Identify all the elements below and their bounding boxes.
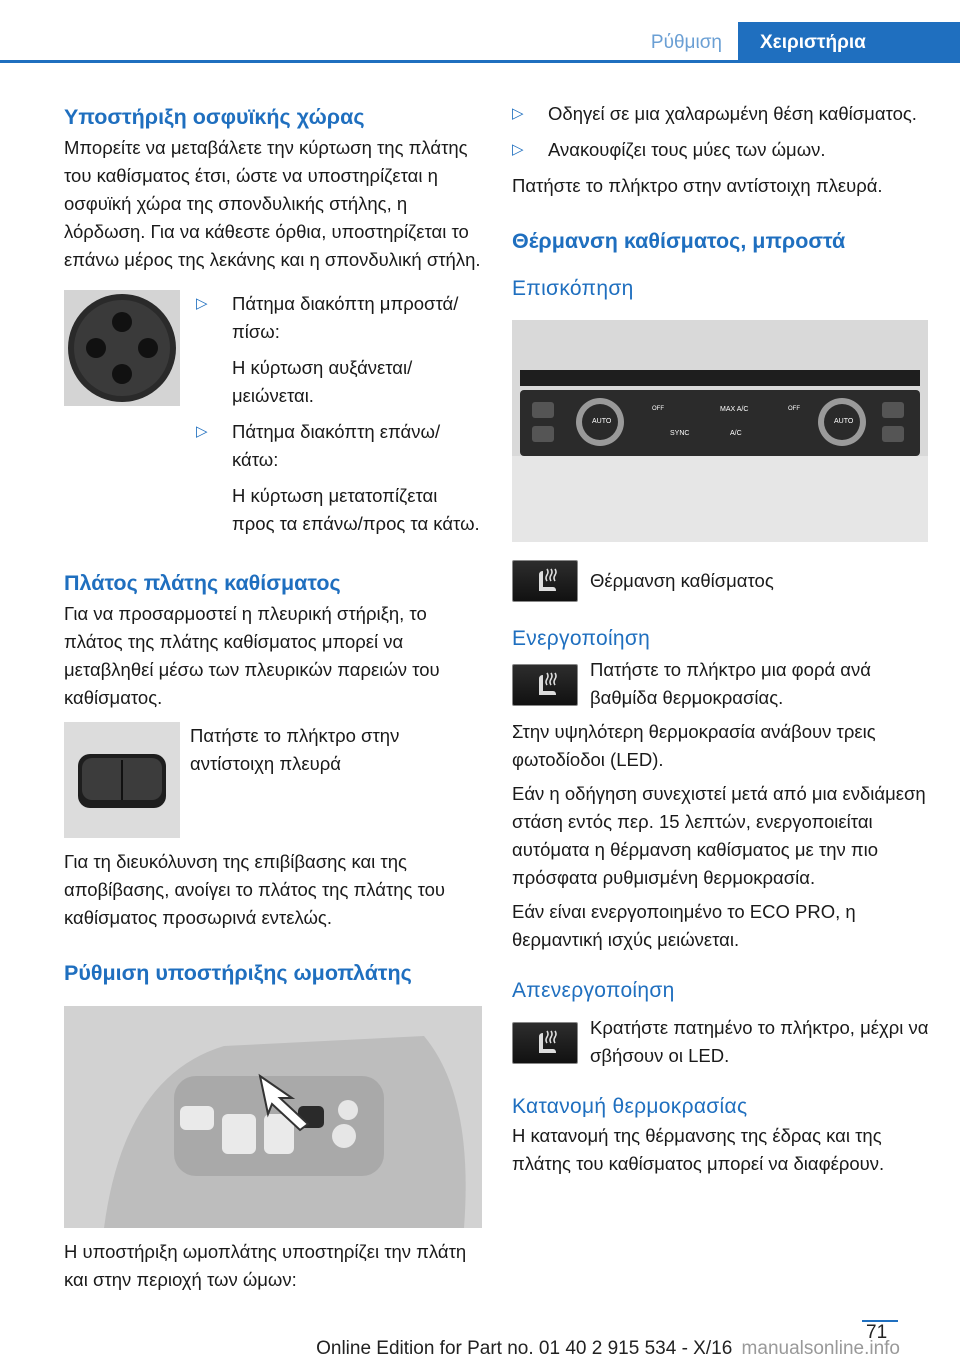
footer-edition-text: Online Edition for Part no. 01 40 2 915 534 - X/16 [316, 1338, 733, 1359]
header-tab-setup: Ρύθμιση [650, 32, 722, 53]
deactivation-row [512, 1014, 930, 1070]
seat-heating-button-icon [512, 664, 578, 706]
bullet-triangle-icon: ▷ [196, 423, 208, 440]
highest-temp-text: Στην υψηλότερη θερμοκρασία ανάβουν τρεις φωτοδίοδοι (LED). [512, 721, 876, 770]
bullet-up-down-result: Η κύρτωση μετατοπίζεται προς τα επάνω/προς τα κάτω. [232, 485, 480, 534]
seat-heating-heading: Θέρμανση καθίσματος, μπροστά [512, 229, 846, 253]
lumbar-switch-image [64, 290, 180, 406]
panel-label-off-2: OFF [788, 406, 800, 412]
climate-panel-image [512, 320, 928, 542]
right-column [512, 100, 930, 1178]
lumbar-heading: Υποστήριξη οσφυϊκής χώρας [64, 105, 365, 129]
bullet-forward-back-result: Η κύρτωση αυξάνεται/μειώνεται. [232, 357, 413, 406]
seat-controls-image [64, 1006, 482, 1228]
list-item [196, 290, 482, 410]
header-rule [0, 60, 960, 63]
list-item [512, 136, 930, 164]
lumbar-bullets [196, 290, 482, 538]
footer-edition [300, 1338, 900, 1360]
panel-label-sync: SYNC [670, 430, 690, 437]
list-item [196, 418, 482, 538]
list-item [512, 100, 930, 128]
bullet-triangle-icon: ▷ [196, 295, 208, 312]
eco-pro-text: Εάν είναι ενεργοποιημένο το ECO PRO, η θερμαντική ισχύς μειώνεται. [512, 901, 856, 950]
left-column [64, 100, 482, 1294]
distribution-heading: Κατανομή θερμοκρασίας [512, 1095, 748, 1118]
width-image-caption: Πατήστε το πλήκτρο στην αντίστοιχη πλευρά [190, 725, 400, 774]
seat-heating-button-icon [512, 560, 578, 602]
seat-heating-button-icon [512, 1022, 578, 1064]
header-tab-controls: Χειριστήρια [738, 22, 960, 63]
panel-label-max-ac: MAX A/C [720, 406, 749, 413]
activation-row [512, 656, 930, 712]
shoulder-bullet-relief: Ανακουφίζει τους μύες των ώμων. [548, 139, 826, 160]
panel-label-ac: A/C [730, 430, 742, 437]
distribution-text: Η κατανομή της θέρμανσης της έδρας και της πλάτης του καθίσματος μπορεί να διαφέρουν. [512, 1125, 885, 1174]
seat-heating-label: Θέρμανση καθίσματος [590, 570, 774, 591]
bullet-forward-back: Πάτημα διακόπτη μπροστά/ πίσω: [232, 293, 459, 342]
shoulder-caption: Η υποστήριξη ωμοπλάτης υποστηρίζει την πλάτη και στην περιοχή των ώμων: [64, 1241, 467, 1290]
panel-label-off-1: OFF [652, 406, 664, 412]
press-side-text: Πατήστε το πλήκτρο στην αντίστοιχη πλευρά. [512, 175, 883, 196]
continue-drive-text: Εάν η οδήγηση συνεχιστεί μετά από μια ενδιάμεση στάση εντός περ. 15 λεπτών, ενεργοποιείται αυτόματα η θέρμανση καθίσματος με την πιο πρόσφατα ρυθμισμένη θερμοκρασία. [512, 783, 926, 888]
seat-heat-legend [512, 560, 930, 602]
width-intro: Για να προσαρμοστεί η πλευρική στήριξη, το πλάτος της πλάτης καθίσματος μπορεί να μεταβληθεί μέσω των πλευρικών παρειών του καθίσματος. [64, 603, 440, 708]
lumbar-intro: Μπορείτε να μεταβάλετε την κύρτωση της πλάτης του καθίσματος έτσι, ώστε να υποστηρίζεται η οσφυϊκή χώρα της σπονδυλικής στήλης, η λόρδωση. Για να κάθεστε όρθια, υποστηρίζεται το επάνω μέρος της λεκάνης και η σπονδυλική στήλη. [64, 137, 481, 270]
shoulder-heading: Ρύθμιση υποστήριξης ωμοπλάτης [64, 961, 412, 985]
deactivation-text: Κρατήστε πατημένο το πλήκτρο, μέχρι να σβήσουν οι LED. [590, 1017, 929, 1066]
shoulder-bullet-relaxed: Οδηγεί σε μια χαλαρωμένη θέση καθίσματος. [548, 103, 917, 124]
deactivation-heading: Απενεργοποίηση [512, 979, 675, 1002]
bullet-up-down: Πάτημα διακόπτη επάνω/ κάτω: [232, 421, 441, 470]
panel-label-auto-left: AUTO [592, 418, 612, 425]
activation-text: Πατήστε το πλήκτρο μια φορά ανά βαθμίδα θερμοκρασίας. [590, 659, 871, 708]
width-note: Για τη διευκόλυνση της επιβίβασης και της αποβίβασης, ανοίγει το πλάτος της πλάτης του καθίσματος προσωρινά εντελώς. [64, 851, 446, 928]
width-heading: Πλάτος πλάτης καθίσματος [64, 571, 341, 595]
page-number: 71 [866, 1322, 888, 1343]
activation-heading: Ενεργοποίηση [512, 627, 651, 650]
footer-watermark[interactable]: manualsonline.info [741, 1338, 900, 1359]
width-caption-wrap [190, 722, 482, 838]
panel-label-auto-right: AUTO [834, 418, 854, 425]
bullet-triangle-icon: ▷ [512, 141, 524, 158]
width-switch-image [64, 722, 180, 838]
bullet-triangle-icon: ▷ [512, 105, 524, 122]
width-block [64, 722, 482, 838]
lumbar-block [64, 290, 482, 538]
overview-heading: Επισκόπηση [512, 277, 634, 300]
